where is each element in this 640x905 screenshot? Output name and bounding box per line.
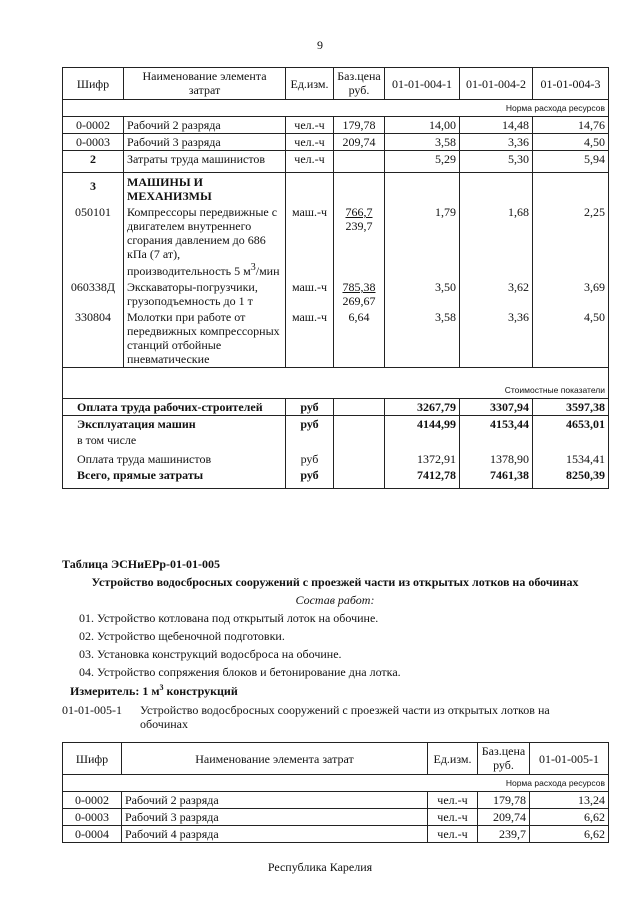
table-row-price: 766,7: [345, 205, 373, 219]
table-row-v1: 5,29: [385, 151, 460, 173]
header-unit: Ед.изм.: [286, 68, 334, 100]
table-row-name: Рабочий 3 разряда: [122, 809, 428, 826]
header-name: Наименование элемента затрат: [124, 68, 286, 100]
table-row-code: 0-0002: [63, 792, 122, 809]
table-row-code: 0-0004: [63, 826, 122, 843]
resource-table-2: [62, 742, 609, 843]
cost-row-v1: 3267,79: [385, 398, 460, 415]
table-row-name: Рабочий 2 разряда: [124, 117, 286, 134]
table-row-unit: маш.-ч: [286, 279, 334, 309]
table-row-v2: 3,36: [460, 309, 533, 368]
table-row-v1: 1,79: [385, 204, 460, 279]
table-row-code: 060338Д: [63, 279, 124, 309]
table-row-name: Рабочий 2 разряда: [122, 792, 428, 809]
meter-label: Измеритель: 1 $м^3$ конструкций: [70, 683, 238, 698]
table-row-unit: чел.-ч: [428, 792, 478, 809]
table-row-code: 0-0003: [63, 134, 124, 151]
table-row-name: Рабочий 4 разряда: [122, 826, 428, 843]
cost-row-name: Оплата труда машинистов: [63, 448, 286, 467]
cost-row-v2: 4153,44: [460, 415, 533, 432]
cost-row-v3: 4653,01: [533, 415, 609, 432]
item-desc-line2: обочинах: [140, 717, 188, 731]
table-row-name: Рабочий 3 разряда: [124, 134, 286, 151]
table-row-v1: 3,58: [385, 134, 460, 151]
header-code: Шифр: [63, 68, 124, 100]
table-row-v1: 3,58: [385, 309, 460, 368]
table-row-v2: 3,62: [460, 279, 533, 309]
header-name: Наименование элемента затрат: [122, 743, 428, 775]
table-row-v3: 2,25: [533, 204, 609, 279]
page-footer: Республика Карелия: [267, 860, 373, 874]
table-row-unit: чел.-ч: [286, 117, 334, 134]
table-row-v3: 3,69: [533, 279, 609, 309]
cost-row-v3: 3597,38: [533, 398, 609, 415]
table-row-unit: чел.-ч: [428, 809, 478, 826]
section-heading: Устройство водосбросных сооружений с проезжей части из открытых лотков на обочинах: [91, 575, 579, 589]
section-resource-norm: Норма расхода ресурсов: [63, 100, 609, 117]
header-col2: 01-01-004-2: [460, 68, 533, 100]
table-row-v1: 14,00: [385, 117, 460, 134]
item-code: 01-01-005-1: [62, 703, 122, 717]
table-row-name: Молотки при работе от передвижных компрессорных станций отбойные пневматические: [124, 309, 286, 368]
table-row-unit: чел.-ч: [286, 134, 334, 151]
work-item: 01. Устройство котлована под открытый лоток на обочине.: [79, 611, 379, 625]
table-row-name: МАШИНЫ И МЕХАНИЗМЫ: [124, 173, 286, 205]
table-row-name: Компрессоры передвижные с двигателем внутреннего сгорания давлением до 686 кПа (7 ат), производительность 5 $м^3$/мин: [124, 204, 286, 279]
table-row-name: Экскаваторы-погрузчики, грузоподъемность до 1 т: [124, 279, 286, 309]
table-row-v3: 14,76: [533, 117, 609, 134]
cost-row-unit: руб: [286, 398, 334, 415]
page-number: 9: [317, 38, 323, 52]
table-row-price-2: 239,7: [345, 219, 373, 233]
table-row-price: 179,78: [334, 117, 385, 134]
header-code: Шифр: [63, 743, 122, 775]
header-price: Баз.цена руб.: [334, 68, 385, 100]
table-row-code: 3: [63, 173, 124, 205]
table-row-name: Затраты труда машинистов: [124, 151, 286, 173]
table-row-v2: 3,36: [460, 134, 533, 151]
cost-row-v2: 3307,94: [460, 398, 533, 415]
table-row-price: 209,74: [334, 134, 385, 151]
table-row-v2: 1,68: [460, 204, 533, 279]
table-row-price: 209,74: [478, 809, 530, 826]
section-cost: Стоимостные показатели: [63, 382, 609, 399]
cost-row-name: Эксплуатация машин: [63, 415, 286, 432]
table-row-v3: 4,50: [533, 134, 609, 151]
table-row-price: 785,38: [342, 280, 376, 294]
header-price: Баз.цена руб.: [478, 743, 530, 775]
table-row-price: [334, 151, 385, 173]
cost-row-v3: 8250,39: [533, 467, 609, 489]
cost-row-v1: 4144,99: [385, 415, 460, 432]
section-resource-norm: Норма расхода ресурсов: [63, 775, 609, 792]
item-desc-line1: Устройство водосбросных сооружений с проезжей части из открытых лотков на: [140, 703, 550, 717]
header-col3: 01-01-004-3: [533, 68, 609, 100]
table-row-price-2: 269,67: [342, 294, 376, 308]
table-row-v1: 3,50: [385, 279, 460, 309]
table-row-v2: 14,48: [460, 117, 533, 134]
cost-row-name: в том числе: [63, 432, 286, 448]
table-title: Таблица ЭСНиЕРр-01-01-005: [62, 557, 221, 571]
cost-row-v1: 7412,78: [385, 467, 460, 489]
cost-row-unit: руб: [286, 448, 334, 467]
cost-row-name: Оплата труда рабочих-строителей: [63, 398, 286, 415]
table-row-v3: 5,94: [533, 151, 609, 173]
header-unit: Ед.изм.: [428, 743, 478, 775]
cost-row-name: Всего, прямые затраты: [63, 467, 286, 489]
cost-row-unit: руб: [286, 415, 334, 432]
table-row-unit: маш.-ч: [286, 204, 334, 279]
table-row-v1: 6,62: [530, 826, 609, 843]
cost-row-v3: 1534,41: [533, 448, 609, 467]
cost-row-unit: руб: [286, 467, 334, 489]
header-col1: 01-01-004-1: [385, 68, 460, 100]
cost-row-v2: 1378,90: [460, 448, 533, 467]
table-row-code: 0-0002: [63, 117, 124, 134]
work-item: 04. Устройство сопряжения блоков и бетонирование дна лотка.: [79, 665, 401, 679]
table-row-v3: 4,50: [533, 309, 609, 368]
table-row-code: 050101: [63, 204, 124, 279]
table-row-code: 330804: [63, 309, 124, 368]
works-title: Состав работ:: [295, 593, 375, 607]
table-row-unit: маш.-ч: [286, 309, 334, 368]
table-row-code: 2: [63, 151, 124, 173]
table-row-price: 179,78: [478, 792, 530, 809]
resource-table-1: [62, 67, 609, 489]
table-row-price: 6,64: [334, 309, 385, 368]
table-row-unit: чел.-ч: [286, 151, 334, 173]
table-row-price: 239,7: [478, 826, 530, 843]
header-col1: 01-01-005-1: [530, 743, 609, 775]
table-row-v1: 13,24: [530, 792, 609, 809]
table-row-unit: чел.-ч: [428, 826, 478, 843]
table-row-v2: 5,30: [460, 151, 533, 173]
cost-row-v1: 1372,91: [385, 448, 460, 467]
table-row-code: 0-0003: [63, 809, 122, 826]
work-item: 03. Установка конструкций водосброса на обочине.: [79, 647, 342, 661]
table-row-v1: 6,62: [530, 809, 609, 826]
cost-row-v2: 7461,38: [460, 467, 533, 489]
work-item: 02. Устройство щебеночной подготовки.: [79, 629, 285, 643]
